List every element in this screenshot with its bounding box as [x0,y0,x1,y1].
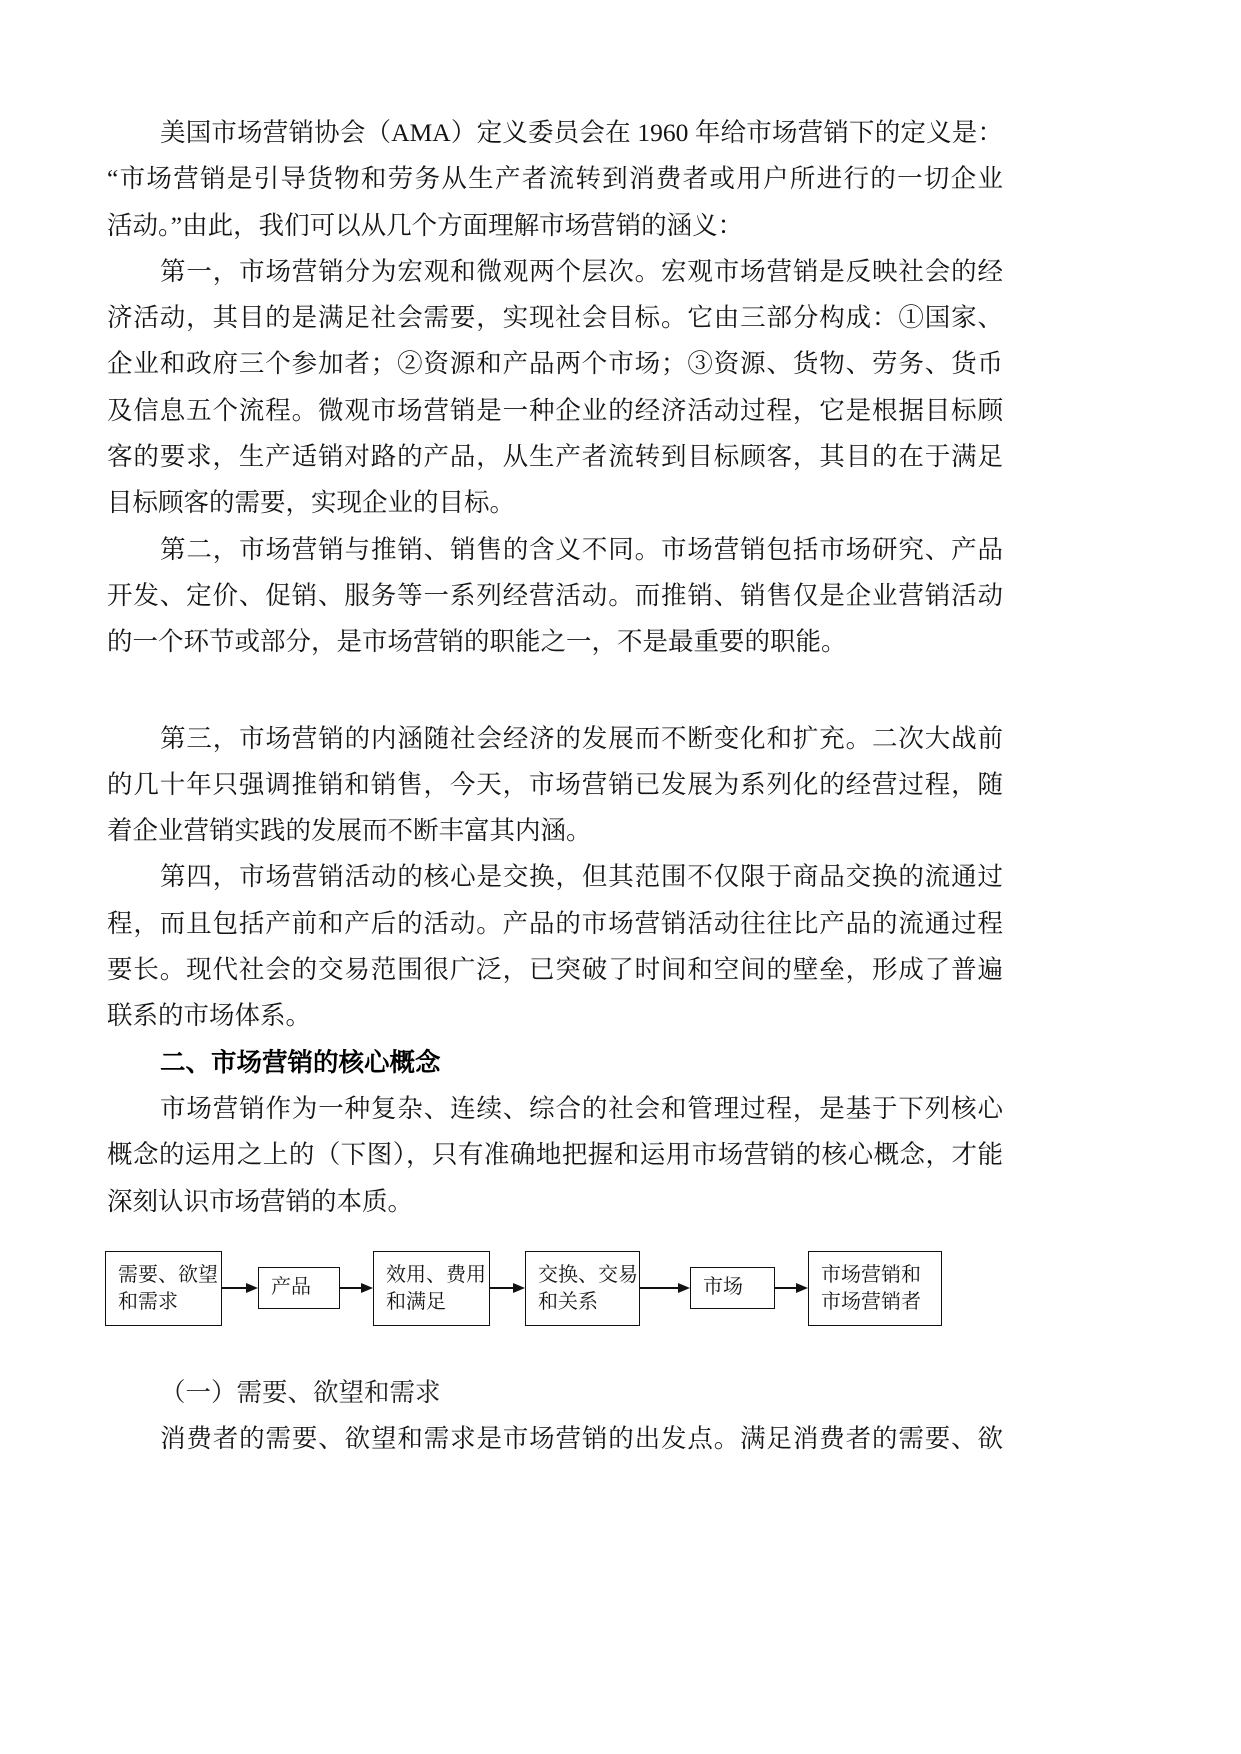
subsection-heading: （一）需要、欲望和需求 [160,1377,441,1408]
paragraph-point-one [107,249,1003,527]
paragraph-core-concepts [107,1086,1003,1225]
diagram-box-needs [105,1251,222,1326]
paragraph-line: 活动。”由此，我们可以从几个方面理解市场营销的涵义： [107,210,744,240]
section-heading: 二、市场营销的核心概念 [160,1047,441,1078]
paragraph-line: 及信息五个流程。微观市场营销是一种企业的经济活动过程，它是根据目标顾 [107,395,1003,425]
flow-arrow [640,1283,690,1293]
paragraph-line: 客的要求，生产适销对路的产品，从生产者流转到目标顾客，其目的在于满足 [107,442,1003,472]
diagram-box-label: 需要、欲望 [118,1263,218,1286]
paragraph-line: 企业和政府三个参加者；②资源和产品两个市场；③资源、货物、劳务、货币 [107,349,1003,379]
paragraph-line: 程，而且包括产前和产后的活动。产品的市场营销活动往往比产品的流通过程 [107,908,1003,938]
paragraph-point-two [107,527,1003,666]
paragraph-line: 要长。现代社会的交易范围很广泛，已突破了时间和空间的壁垒，形成了普遍 [107,955,1003,985]
paragraph-line: 的几十年只强调推销和销售，今天，市场营销已发展为系列化的经营过程，随 [107,769,1003,799]
document-body [107,110,1003,1462]
blank-line [107,666,1003,716]
diagram-box-label: 市场 [703,1275,743,1298]
diagram-box-label: 和关系 [538,1290,598,1313]
flow-arrow [222,1283,258,1293]
paragraph-line: 联系的市场体系。 [107,1001,312,1031]
paragraph-line: 的一个环节或部分，是市场营销的职能之一，不是最重要的职能。 [107,627,847,657]
paragraph-line: 市场营销作为一种复杂、连续、综合的社会和管理过程，是基于下列核心 [160,1093,1003,1123]
core-concepts-flow-diagram [107,1251,1003,1326]
paragraph-line: 济活动，其目的是满足社会需要，实现社会目标。它由三部分构成：①国家、 [107,303,1003,333]
diagram-box-label: 产品 [271,1275,311,1298]
paragraph-line: 第三，市场营销的内涵随社会经济的发展而不断变化和扩充。二次大战前 [160,723,1003,753]
flow-arrow [340,1283,373,1293]
paragraph-line: 第一，市场营销分为宏观和微观两个层次。宏观市场营销是反映社会的经 [160,256,1003,286]
paragraph-line: 消费者的需要、欲望和需求是市场营销的出发点。满足消费者的需要、欲 [160,1424,1003,1454]
flow-arrow [775,1283,808,1293]
paragraph-line: 开发、定价、促销、服务等一系列经营活动。而推销、销售仅是企业营销活动 [107,580,1003,610]
diagram-box-label: 和需求 [118,1290,178,1313]
diagram-box-label: 交换、交易 [538,1263,638,1286]
diagram-box-marketers [808,1251,942,1326]
diagram-box-label: 和满足 [386,1290,446,1313]
diagram-box-exchange [525,1251,640,1326]
diagram-box-market [690,1267,775,1309]
paragraph-point-four [107,854,1003,1039]
diagram-box-label: 市场营销者 [821,1290,921,1313]
diagram-box-label: 市场营销和 [821,1263,921,1286]
paragraph-line: 第四，市场营销活动的核心是交换，但其范围不仅限于商品交换的流通过 [160,862,1003,892]
paragraph-line: 第二，市场营销与推销、销售的含义不同。市场营销包括市场研究、产品 [160,534,1003,564]
paragraph-point-three [107,716,1003,855]
paragraph-line: 目标顾客的需要，实现企业的目标。 [107,488,516,518]
paragraph-needs-wants [107,1416,1003,1462]
paragraph-line: 着企业营销实践的发展而不断丰富其内涵。 [107,816,592,846]
paragraph-ama-definition [107,110,1003,249]
paragraph-line: 美国市场营销协会（AMA）定义委员会在 1960 年给市场营销下的定义是： [160,118,1003,147]
diagram-box-utility [373,1251,490,1326]
diagram-box-product [258,1267,340,1309]
flow-arrow [490,1283,525,1293]
diagram-box-label: 效用、费用 [386,1263,486,1286]
paragraph-line: 深刻认识市场营销的本质。 [107,1186,414,1216]
paragraph-line: 概念的运用之上的（下图），只有准确地把握和运用市场营销的核心概念，才能 [107,1140,1003,1170]
paragraph-line: “市场营销是引导货物和劳务从生产者流转到消费者或用户所进行的一切企业 [107,164,1003,194]
